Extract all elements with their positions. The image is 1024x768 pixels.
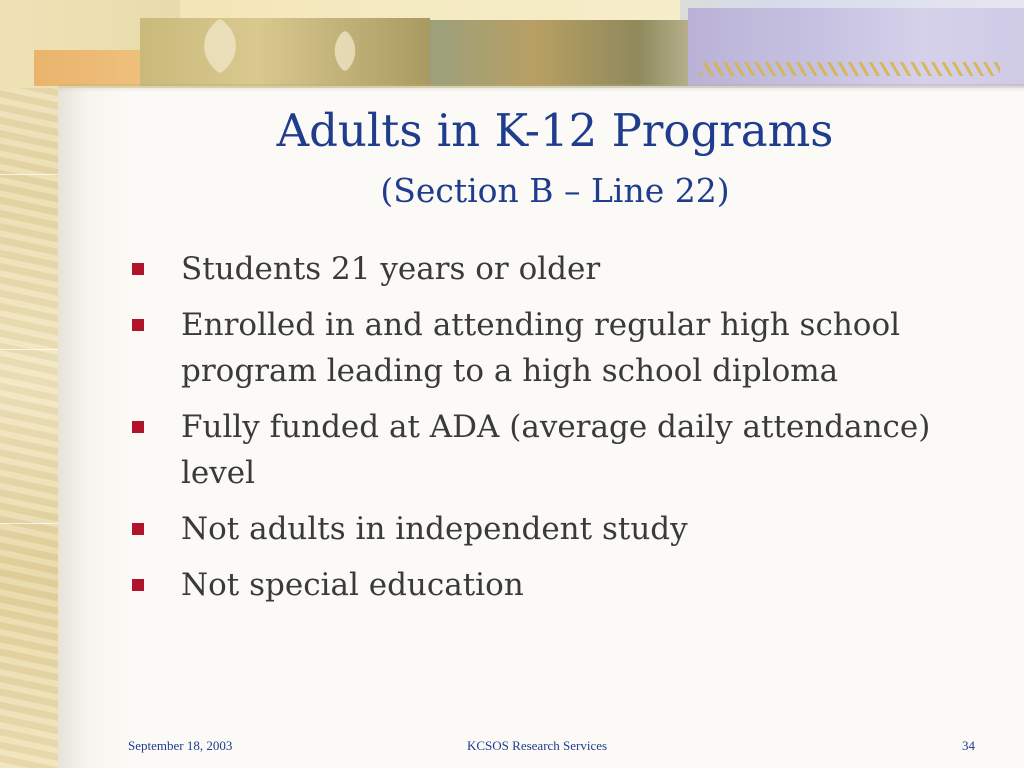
- strip-divider: [0, 523, 58, 524]
- bullet-item: [130, 506, 1000, 552]
- left-shadow: [58, 0, 128, 768]
- bullet-item: [130, 404, 1000, 496]
- bullet-text: Not special education: [181, 567, 524, 603]
- bullet-item: [130, 246, 1000, 292]
- bullet-item: [130, 562, 1000, 608]
- banner-image-tile: [140, 18, 430, 86]
- slide-title: Adults in K-12 Programs: [276, 104, 834, 157]
- square-bullet-icon: [132, 579, 144, 591]
- footer-page-number: 34: [962, 738, 975, 753]
- square-bullet-icon: [132, 319, 144, 331]
- bullet-item: [130, 302, 1000, 394]
- square-bullet-icon: [132, 523, 144, 535]
- bullet-text: Not adults in independent study: [181, 511, 688, 547]
- square-bullet-icon: [132, 421, 144, 433]
- bullet-list: [130, 246, 1000, 618]
- top-decorative-banner: [0, 0, 1024, 88]
- strip-divider: [0, 349, 58, 350]
- square-bullet-icon: [132, 263, 144, 275]
- bullet-text: Enrolled in and attending regular high school program leading to a high school diploma: [181, 307, 901, 389]
- strip-divider: [0, 174, 58, 175]
- banner-image-tile: [430, 20, 690, 86]
- footer-date: September 18, 2003: [128, 738, 233, 753]
- slide-subtitle: (Section B – Line 22): [380, 171, 730, 210]
- bullet-text: Students 21 years or older: [181, 251, 601, 287]
- left-decorative-strip: [0, 0, 58, 768]
- grass-decoration: [700, 62, 1000, 76]
- footer-organization: KCSOS Research Services: [467, 738, 608, 753]
- bullet-text: Fully funded at ADA (average daily attendance) level: [181, 409, 931, 491]
- banner-shadow: [58, 84, 1024, 92]
